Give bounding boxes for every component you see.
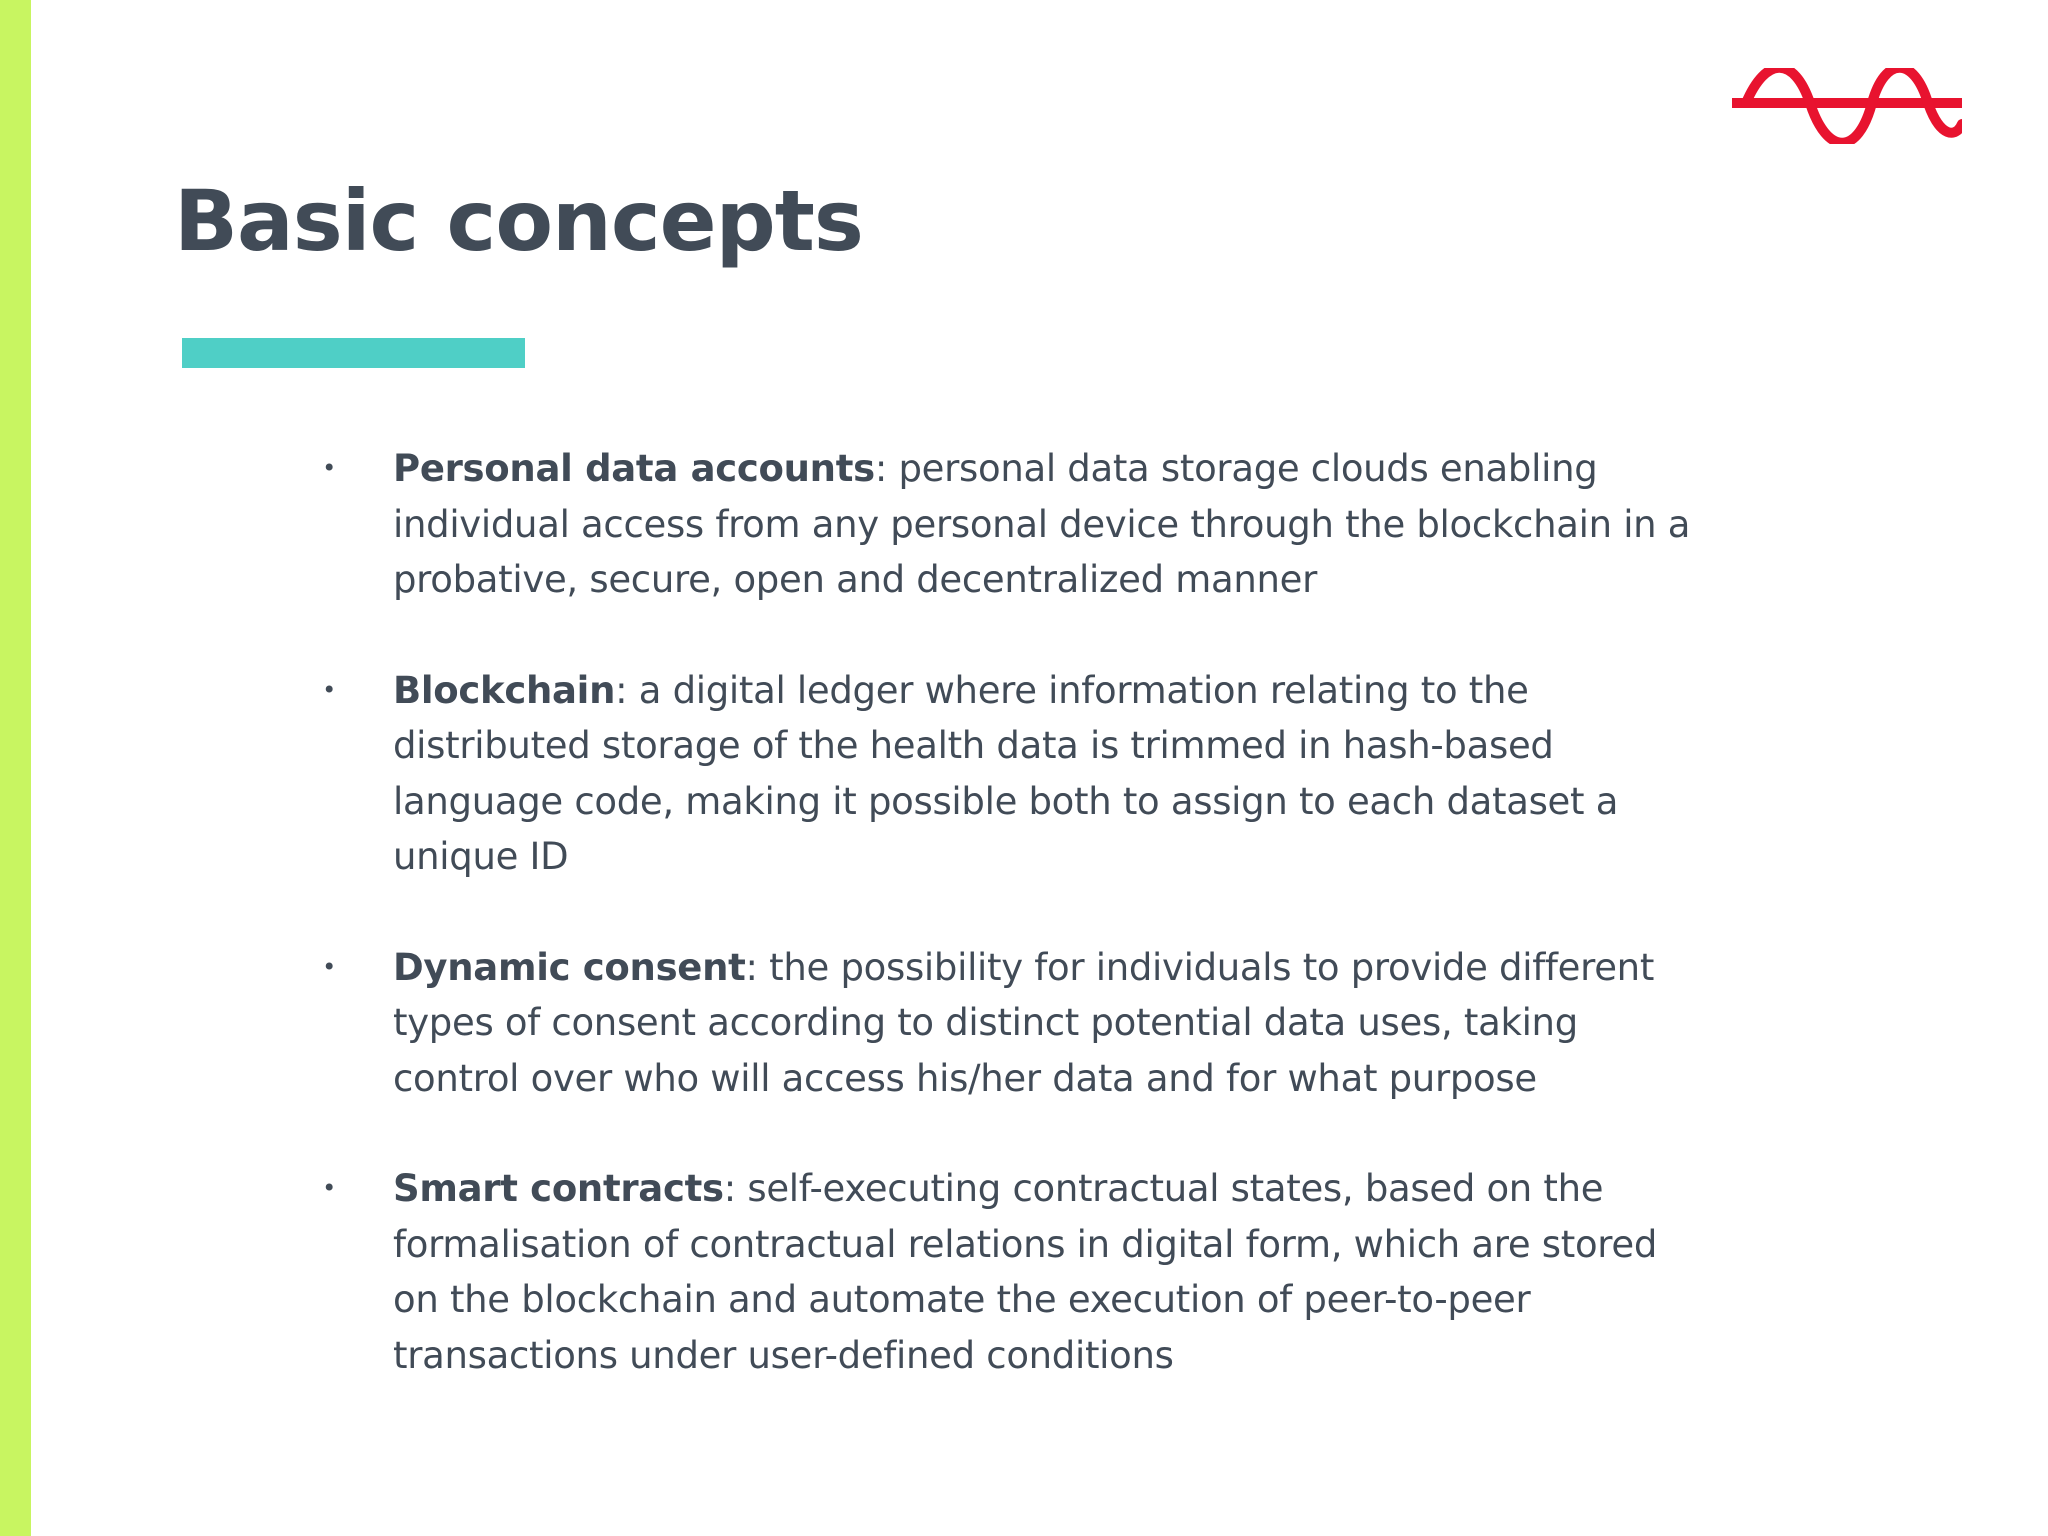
concept-line [393,1161,1819,1217]
concept-definition-text: individual access from any personal device through the blockchain in a [393,502,1691,546]
red-wave-logo-icon [1732,68,1962,144]
concept-line [393,663,1819,719]
concept-definition-text: : personal data storage clouds enabling [874,447,1598,490]
left-accent-stripe [0,0,31,1536]
concept-definition-text: language code, making it possible both to assign to each dataset a [393,779,1619,823]
concept-item-dynamic-consent [319,940,1819,1107]
concept-definition-text: distributed storage of the health data is trimmed in hash-based [393,724,1554,767]
concept-definition-text: types of consent according to distinct potential data uses, taking [393,1001,1578,1044]
concept-term: Smart contracts [393,1167,724,1210]
bullet-icon: • [322,1174,336,1202]
concept-definition-text: on the blockchain and automate the execution of peer-to-peer [393,1278,1531,1321]
concept-term: Dynamic consent [393,945,746,989]
concept-line [393,940,1819,996]
concept-definition-text: : a digital ledger where information relating to the [615,668,1529,712]
concept-line [393,441,1819,497]
concept-definition-text: probative, secure, open and decentralized manner [393,558,1318,601]
concept-definition-text: control over who will access his/her data and for what purpose [393,1056,1537,1100]
concept-term: Personal data accounts [393,447,875,490]
concept-definition-text: formalisation of contractual relations in digital form, which are stored [393,1222,1658,1266]
slide-title: Basic concepts [174,172,863,270]
concept-definition-text: : self-executing contractual states, based on the [723,1167,1604,1210]
concept-definition-text: : the possibility for individuals to provide different [745,945,1655,989]
bullet-icon: • [322,454,336,482]
concept-list [319,441,1819,1438]
concept-item-personal-data-accounts [319,441,1819,608]
concept-definition-text: unique ID [393,835,569,878]
concept-definition-text: transactions under user-defined conditions [393,1333,1174,1377]
concept-term: Blockchain [393,668,616,712]
bullet-icon: • [322,675,336,704]
title-underline-bar [182,338,525,368]
concept-item-smart-contracts [319,1161,1819,1383]
bullet-icon: • [322,952,336,981]
concept-item-blockchain [319,663,1819,885]
